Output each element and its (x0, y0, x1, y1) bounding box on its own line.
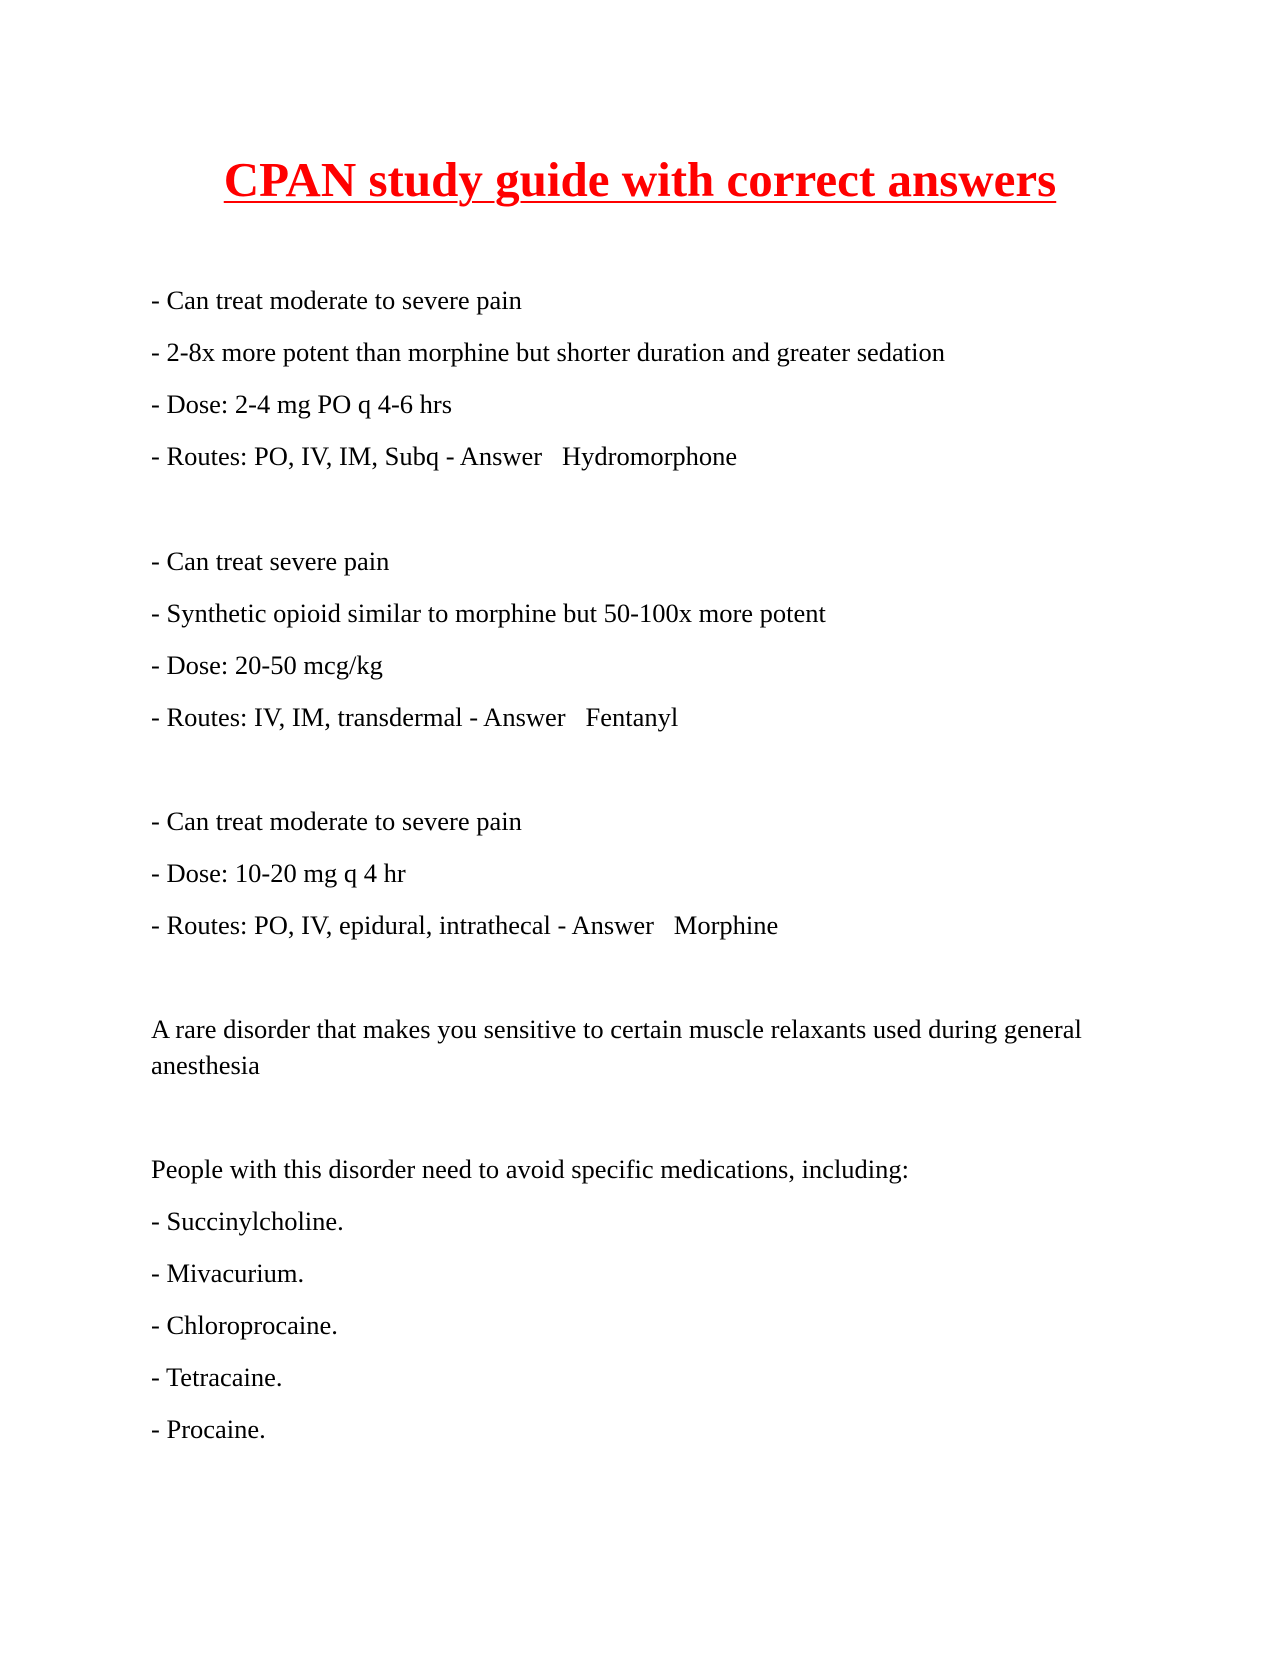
list-item: - Tetracaine. (151, 1362, 283, 1392)
list-item: - Procaine. (151, 1414, 266, 1444)
block2-line3: - Dose: 20-50 mcg/kg (151, 650, 383, 680)
block3-line1: - Can treat moderate to severe pain (151, 806, 522, 836)
block3-answer-line: - Routes: PO, IV, epidural, intrathecal - Answer Morphine (151, 910, 779, 940)
block5-intro: People with this disorder need to avoid specific medications, including: (151, 1154, 910, 1184)
list-item: - Succinylcholine. (151, 1206, 344, 1236)
block1-line3: - Dose: 2-4 mg PO q 4-6 hrs (151, 389, 453, 419)
block2-answer-line: - Routes: IV, IM, transdermal - Answer Fentanyl (151, 702, 679, 732)
list-item: - Chloroprocaine. (151, 1310, 338, 1340)
block4-paragraph: A rare disorder that makes you sensitive to certain muscle relaxants used during general anesthesia (151, 1014, 1082, 1080)
list-item: - Mivacurium. (151, 1258, 305, 1288)
block1-answer-line: - Routes: PO, IV, IM, Subq - Answer Hydromorphone (151, 441, 738, 471)
block2-line1: - Can treat severe pain (151, 546, 390, 576)
block2-line2: - Synthetic opioid similar to morphine but 50-100x more potent (151, 598, 826, 628)
block1-line2: - 2-8x more potent than morphine but shorter duration and greater sedation (151, 337, 946, 367)
block1-line1: - Can treat moderate to severe pain (151, 285, 522, 315)
block3-line2: - Dose: 10-20 mg q 4 hr (151, 858, 406, 888)
page-title: CPAN study guide with correct answers (223, 152, 1057, 207)
